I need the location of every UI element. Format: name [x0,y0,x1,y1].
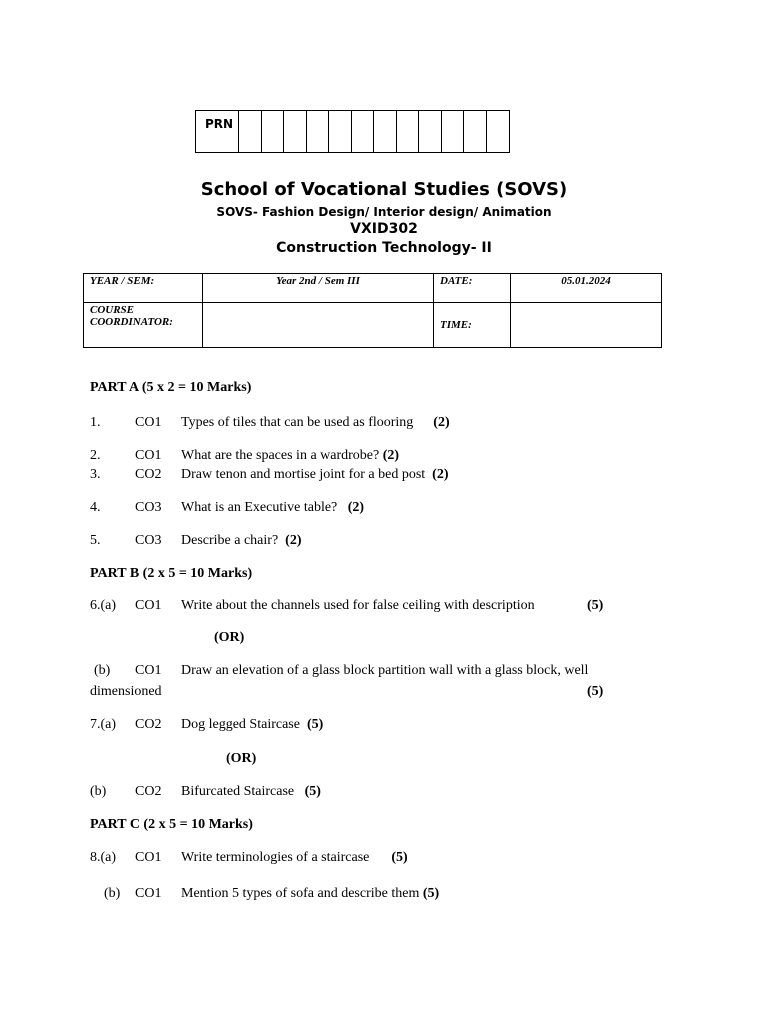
course-outcome: CO1 [135,886,162,901]
part-b-title: PART B (2 x 5 = 10 Marks) [90,566,253,581]
exam-info-table [83,273,662,348]
date-label: DATE: [434,274,511,303]
question-text: What are the spaces in a wardrobe? [181,448,380,463]
school-name: School of Vocational Studies (SOVS) [200,179,568,200]
or-label: (OR) [214,630,245,645]
course-outcome: CO2 [135,467,162,482]
question-number: (b) [90,784,107,799]
prn-cell[interactable] [329,111,352,152]
coordinator-label-line2: COORDINATOR: [90,316,173,328]
prn-cell[interactable] [419,111,442,152]
time-value [511,303,662,348]
year-sem-value: Year 2nd / Sem III [203,274,434,303]
question-text: What is an Executive table? [181,500,338,515]
question-marks: (2) [433,415,450,430]
course-title: Construction Technology- II [276,240,492,256]
question-marks: (5) [391,850,408,865]
question-text: Write about the channels used for false ceiling with description [181,598,535,613]
question-marks: (2) [432,467,449,482]
course-outcome: CO3 [135,533,162,548]
question-number: 6.(a) [90,598,117,613]
question-text: Dog legged Staircase [181,717,300,732]
coordinator-value [203,303,434,348]
course-outcome: CO1 [135,448,162,463]
question-text-continued: dimensioned [90,684,162,699]
coordinator-label-line1: COURSE [90,304,135,316]
year-sem-label: YEAR / SEM: [84,274,203,303]
question-text: Mention 5 types of sofa and describe them [181,886,420,901]
part-a-title: PART A (5 x 2 = 10 Marks) [90,380,252,395]
prn-cell[interactable] [352,111,375,152]
prn-cell[interactable] [374,111,397,152]
course-outcome: CO1 [135,415,162,430]
question-marks: (5) [304,784,321,799]
question-number: 7.(a) [90,717,117,732]
question-marks: (2) [285,533,302,548]
course-outcome: CO1 [135,663,162,678]
question-text: Bifurcated Staircase [181,784,295,799]
course-outcome: CO2 [135,717,162,732]
coordinator-label [84,303,203,348]
question-text: Types of tiles that can be used as flooring [181,415,414,430]
prn-cell[interactable] [487,111,510,152]
question-marks: (5) [587,684,604,699]
question-number: 5. [90,533,101,548]
course-outcome: CO3 [135,500,162,515]
prn-cell[interactable] [464,111,487,152]
question-text: Draw tenon and mortise joint for a bed post [181,467,426,482]
prn-cell[interactable] [442,111,465,152]
question-text: Describe a chair? [181,533,279,548]
date-value: 05.01.2024 [511,274,662,303]
course-outcome: CO1 [135,598,162,613]
question-marks: (2) [382,448,400,463]
question-marks: (5) [422,886,440,901]
prn-cell[interactable] [262,111,285,152]
question-number: (b) [94,663,111,678]
question-marks: (5) [306,717,324,732]
question-text: Write terminologies of a staircase [181,850,370,865]
programs-subtitle: SOVS- Fashion Design/ Interior design/ Animation [216,205,552,219]
or-label: (OR) [226,751,257,766]
prn-box [195,110,510,153]
question-number: 2. [90,448,101,463]
prn-cell[interactable] [239,111,262,152]
question-marks: (2) [347,500,365,515]
question-number: 1. [90,415,101,430]
question-number: 3. [90,467,101,482]
course-outcome: CO1 [135,850,162,865]
part-c-title: PART C (2 x 5 = 10 Marks) [90,817,253,832]
time-label: TIME: [434,303,511,348]
question-number: (b) [104,886,121,901]
question-number: 4. [90,500,101,515]
course-code: VXID302 [350,221,418,237]
prn-label: PRN [196,111,239,152]
question-text: Draw an elevation of a glass block partition wall with a glass block, well [181,663,589,678]
question-number: 8.(a) [90,850,117,865]
prn-cell[interactable] [284,111,307,152]
course-outcome: CO2 [135,784,162,799]
prn-cell[interactable] [307,111,330,152]
question-marks: (5) [587,598,604,613]
prn-cell[interactable] [397,111,420,152]
